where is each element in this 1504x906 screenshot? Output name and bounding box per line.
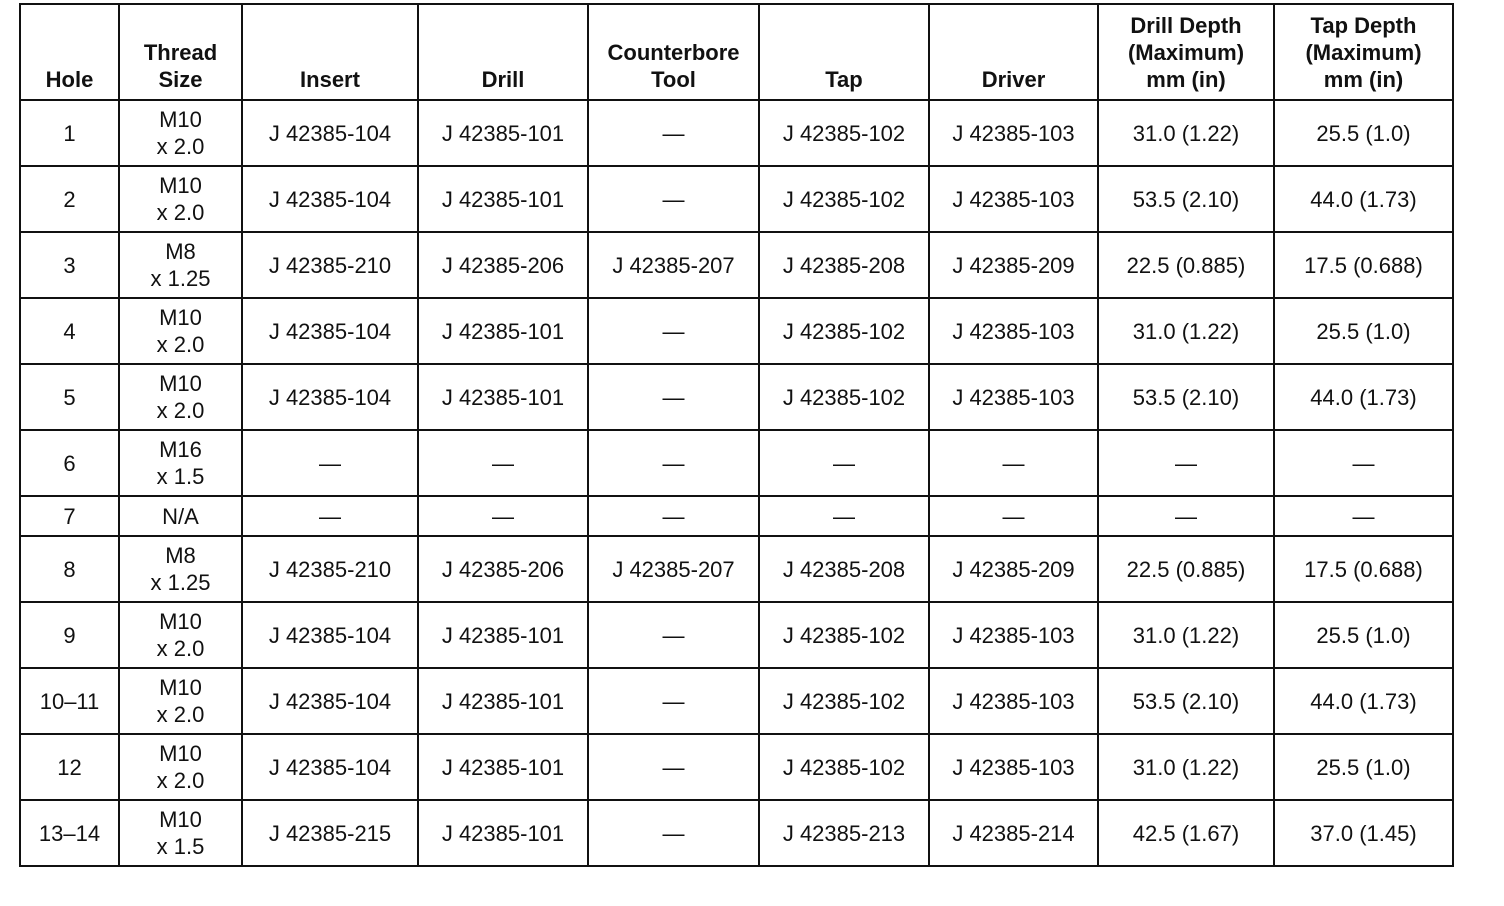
driver-header: Driver [929, 4, 1098, 100]
counterbore-cell: — [588, 100, 759, 166]
hole-cell: 7 [20, 496, 119, 536]
counterbore-cell: — [588, 166, 759, 232]
tap-depth-cell: 25.5 (1.0) [1274, 298, 1453, 364]
tap-cell: J 42385-102 [759, 668, 929, 734]
drill-depth-cell: 31.0 (1.22) [1098, 734, 1274, 800]
drill-depth-cell: — [1098, 430, 1274, 496]
thread-pitch-line: x 1.25 [150, 570, 211, 595]
hole-cell: 8 [20, 536, 119, 602]
tap-cell: — [759, 496, 929, 536]
drill-depth-cell: 31.0 (1.22) [1098, 100, 1274, 166]
tap-cell: — [759, 430, 929, 496]
table-body [20, 100, 1453, 866]
insert-header: Insert [242, 4, 418, 100]
table-row [20, 166, 1453, 232]
thread-size-cell [119, 232, 242, 298]
drill-cell: J 42385-101 [418, 166, 588, 232]
tap-depth-cell: 25.5 (1.0) [1274, 602, 1453, 668]
hole-cell: 12 [20, 734, 119, 800]
table-row [20, 496, 1453, 536]
tap-cell: J 42385-213 [759, 800, 929, 866]
hole-cell: 4 [20, 298, 119, 364]
tap-depth-header: Tap Depth (Maximum) mm (in) [1274, 4, 1453, 100]
tap-depth-cell: — [1274, 430, 1453, 496]
thread-size-cell [119, 536, 242, 602]
insert-cell: J 42385-104 [242, 668, 418, 734]
counterbore-cell: — [588, 734, 759, 800]
insert-cell: — [242, 430, 418, 496]
driver-cell: J 42385-103 [929, 100, 1098, 166]
thread-pitch-line: x 1.25 [150, 266, 211, 291]
drill-depth-cell: 31.0 (1.22) [1098, 602, 1274, 668]
counterbore-cell: — [588, 430, 759, 496]
thread-pitch-line: x 1.5 [156, 834, 205, 859]
driver-cell: J 42385-103 [929, 166, 1098, 232]
hole-cell: 3 [20, 232, 119, 298]
tap-cell: J 42385-208 [759, 536, 929, 602]
hole-cell: 6 [20, 430, 119, 496]
thread-size-line: M10 [159, 609, 202, 634]
drill-cell: J 42385-206 [418, 232, 588, 298]
drill-cell: J 42385-101 [418, 734, 588, 800]
drill-cell: J 42385-101 [418, 800, 588, 866]
tap-cell: J 42385-102 [759, 734, 929, 800]
drill-depth-cell: 53.5 (2.10) [1098, 166, 1274, 232]
thread-pitch-line: x 2.0 [156, 332, 205, 357]
thread-size-cell [119, 602, 242, 668]
thread-size-line: M8 [165, 543, 196, 568]
header-row [20, 4, 1453, 100]
drill-depth-cell: 31.0 (1.22) [1098, 298, 1274, 364]
insert-cell: J 42385-210 [242, 536, 418, 602]
driver-cell: J 42385-103 [929, 364, 1098, 430]
thread-size-cell [119, 166, 242, 232]
driver-cell: J 42385-209 [929, 232, 1098, 298]
drill-cell: J 42385-101 [418, 298, 588, 364]
tap-depth-cell: 17.5 (0.688) [1274, 232, 1453, 298]
tap-depth-cell: — [1274, 496, 1453, 536]
drill-cell: J 42385-101 [418, 668, 588, 734]
tap-header: Tap [759, 4, 929, 100]
thread-size-cell [119, 800, 242, 866]
driver-cell: J 42385-209 [929, 536, 1098, 602]
thread-size-line: M16 [159, 437, 202, 462]
thread-size-line: M10 [159, 305, 202, 330]
table-row [20, 232, 1453, 298]
thread-size-cell [119, 734, 242, 800]
hole-cell: 5 [20, 364, 119, 430]
hole-cell: 1 [20, 100, 119, 166]
thread-size-cell [119, 496, 242, 536]
drill-depth-cell: 42.5 (1.67) [1098, 800, 1274, 866]
counterbore-cell: — [588, 800, 759, 866]
driver-cell: J 42385-214 [929, 800, 1098, 866]
thread-size-cell [119, 430, 242, 496]
tap-depth-cell: 44.0 (1.73) [1274, 668, 1453, 734]
counterbore-cell: J 42385-207 [588, 536, 759, 602]
thread-size-line: M8 [165, 239, 196, 264]
counterbore-cell: — [588, 602, 759, 668]
thread-size-header: Thread Size [119, 4, 242, 100]
table-row [20, 536, 1453, 602]
insert-cell: J 42385-104 [242, 298, 418, 364]
table-row [20, 100, 1453, 166]
driver-cell: — [929, 430, 1098, 496]
thread-pitch-line: x 1.5 [156, 464, 205, 489]
tap-cell: J 42385-102 [759, 166, 929, 232]
thread-pitch-line: x 2.0 [156, 200, 205, 225]
hole-header: Hole [20, 4, 119, 100]
thread-size-line: M10 [159, 107, 202, 132]
thread-size-line: M10 [159, 173, 202, 198]
thread-size-cell [119, 668, 242, 734]
driver-cell: J 42385-103 [929, 298, 1098, 364]
drill-header: Drill [418, 4, 588, 100]
hole-cell: 2 [20, 166, 119, 232]
drill-depth-cell: 22.5 (0.885) [1098, 536, 1274, 602]
counterbore-tool-header: Counterbore Tool [588, 4, 759, 100]
driver-cell: J 42385-103 [929, 734, 1098, 800]
insert-cell: J 42385-104 [242, 734, 418, 800]
thread-pitch-line: x 2.0 [156, 702, 205, 727]
driver-cell: J 42385-103 [929, 602, 1098, 668]
driver-cell: — [929, 496, 1098, 536]
drill-depth-header: Drill Depth (Maximum) mm (in) [1098, 4, 1274, 100]
thread-size-line: M10 [159, 741, 202, 766]
drill-cell: — [418, 496, 588, 536]
thread-pitch-line: x 2.0 [156, 636, 205, 661]
thread-size-cell [119, 100, 242, 166]
hole-cell: 13–14 [20, 800, 119, 866]
tap-depth-cell: 44.0 (1.73) [1274, 166, 1453, 232]
tap-cell: J 42385-102 [759, 602, 929, 668]
table-row [20, 800, 1453, 866]
drill-cell: — [418, 430, 588, 496]
tap-cell: J 42385-208 [759, 232, 929, 298]
hole-cell: 10–11 [20, 668, 119, 734]
thread-size-cell [119, 298, 242, 364]
thread-size-line: M10 [159, 807, 202, 832]
table-row [20, 734, 1453, 800]
thread-size-line: M10 [159, 675, 202, 700]
tap-cell: J 42385-102 [759, 298, 929, 364]
counterbore-cell: — [588, 364, 759, 430]
insert-cell: — [242, 496, 418, 536]
drill-cell: J 42385-101 [418, 602, 588, 668]
table-row [20, 602, 1453, 668]
counterbore-cell: — [588, 298, 759, 364]
table-row [20, 298, 1453, 364]
driver-cell: J 42385-103 [929, 668, 1098, 734]
drill-cell: J 42385-206 [418, 536, 588, 602]
thread-pitch-line: x 2.0 [156, 398, 205, 423]
counterbore-cell: — [588, 668, 759, 734]
drill-cell: J 42385-101 [418, 364, 588, 430]
counterbore-cell: — [588, 496, 759, 536]
insert-cell: J 42385-104 [242, 100, 418, 166]
insert-cell: J 42385-104 [242, 364, 418, 430]
insert-cell: J 42385-215 [242, 800, 418, 866]
thread-pitch-line: x 2.0 [156, 134, 205, 159]
thread-size-cell [119, 364, 242, 430]
tap-depth-cell: 25.5 (1.0) [1274, 100, 1453, 166]
tap-cell: J 42385-102 [759, 364, 929, 430]
insert-cell: J 42385-104 [242, 602, 418, 668]
insert-cell: J 42385-210 [242, 232, 418, 298]
insert-cell: J 42385-104 [242, 166, 418, 232]
table-row [20, 364, 1453, 430]
drill-depth-cell: 22.5 (0.885) [1098, 232, 1274, 298]
table-row [20, 430, 1453, 496]
drill-depth-cell: 53.5 (2.10) [1098, 364, 1274, 430]
thread-pitch-line: x 2.0 [156, 768, 205, 793]
hole-tooling-table [19, 3, 1454, 867]
drill-depth-cell: — [1098, 496, 1274, 536]
thread-size-line: M10 [159, 371, 202, 396]
tap-depth-cell: 37.0 (1.45) [1274, 800, 1453, 866]
hole-cell: 9 [20, 602, 119, 668]
tap-depth-cell: 25.5 (1.0) [1274, 734, 1453, 800]
tap-depth-cell: 17.5 (0.688) [1274, 536, 1453, 602]
counterbore-cell: J 42385-207 [588, 232, 759, 298]
table-row [20, 668, 1453, 734]
tap-depth-cell: 44.0 (1.73) [1274, 364, 1453, 430]
thread-size-line: N/A [162, 503, 199, 529]
drill-cell: J 42385-101 [418, 100, 588, 166]
tap-cell: J 42385-102 [759, 100, 929, 166]
drill-depth-cell: 53.5 (2.10) [1098, 668, 1274, 734]
